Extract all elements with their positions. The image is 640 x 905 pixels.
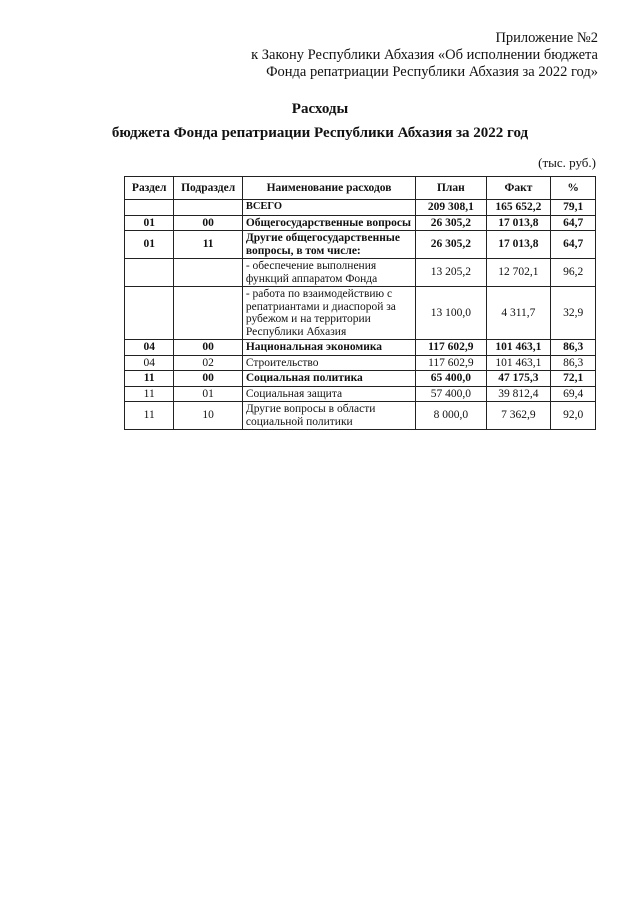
cell-fact: 101 463,1 [486, 340, 551, 356]
cell-podrazdel [174, 287, 242, 340]
cell-fact: 7 362,9 [486, 402, 551, 430]
table-row [125, 215, 596, 231]
cell-podrazdel [174, 259, 242, 287]
cell-name: ВСЕГО [242, 200, 415, 216]
cell-name: - обеспечение выполнения функций аппаратом Фонда [242, 259, 415, 287]
table-body [125, 200, 596, 430]
cell-name: Социальная политика [242, 371, 415, 387]
cell-podrazdel: 00 [174, 371, 242, 387]
cell-podrazdel: 02 [174, 355, 242, 371]
cell-razdel [125, 200, 174, 216]
cell-podrazdel: 10 [174, 402, 242, 430]
cell-name: Другие вопросы в области социальной политики [242, 402, 415, 430]
table-row [125, 371, 596, 387]
cell-razdel: 11 [125, 371, 174, 387]
cell-fact: 39 812,4 [486, 386, 551, 402]
cell-podrazdel: 00 [174, 215, 242, 231]
column-header-razdel: Раздел [125, 177, 174, 200]
cell-podrazdel [174, 200, 242, 216]
column-header-fact: Факт [486, 177, 551, 200]
column-header-plan: План [416, 177, 486, 200]
table-row [125, 287, 596, 340]
table-row [125, 355, 596, 371]
cell-razdel: 11 [125, 386, 174, 402]
cell-percent: 64,7 [551, 215, 596, 231]
annex-line: Приложение №2 [495, 30, 598, 46]
cell-percent: 86,3 [551, 340, 596, 356]
cell-percent: 72,1 [551, 371, 596, 387]
cell-razdel [125, 259, 174, 287]
cell-fact: 17 013,8 [486, 215, 551, 231]
cell-percent: 92,0 [551, 402, 596, 430]
cell-razdel: 04 [125, 355, 174, 371]
cell-percent: 69,4 [551, 386, 596, 402]
cell-razdel: 04 [125, 340, 174, 356]
expenditure-table [124, 176, 596, 430]
cell-fact: 47 175,3 [486, 371, 551, 387]
annex-header [251, 30, 598, 81]
column-header-percent: % [551, 177, 596, 200]
cell-name: Строительство [242, 355, 415, 371]
cell-razdel: 11 [125, 402, 174, 430]
cell-razdel: 01 [125, 215, 174, 231]
unit-label: (тыс. руб.) [538, 155, 596, 170]
table-row [125, 402, 596, 430]
cell-percent: 32,9 [551, 287, 596, 340]
cell-fact: 17 013,8 [486, 231, 551, 259]
cell-name: Другие общегосударственные вопросы, в том числе: [242, 231, 415, 259]
document-subtitle: бюджета Фонда репатриации Республики Абхазия за 2022 год [111, 125, 529, 141]
cell-percent: 79,1 [551, 200, 596, 216]
cell-name: - работа по взаимодействию с репатриантами и диаспорой за рубежом и на территории Республики Абхазия [242, 287, 415, 340]
annex-line: Фонда репатриации Республики Абхазия за 2022 год» [266, 64, 598, 80]
cell-plan: 26 305,2 [416, 231, 486, 259]
cell-fact: 12 702,1 [486, 259, 551, 287]
cell-plan: 57 400,0 [416, 386, 486, 402]
cell-percent: 64,7 [551, 231, 596, 259]
cell-plan: 13 100,0 [416, 287, 486, 340]
cell-plan: 8 000,0 [416, 402, 486, 430]
table-row [125, 200, 596, 216]
cell-percent: 96,2 [551, 259, 596, 287]
cell-plan: 13 205,2 [416, 259, 486, 287]
cell-razdel: 01 [125, 231, 174, 259]
cell-plan: 117 602,9 [416, 355, 486, 371]
cell-fact: 165 652,2 [486, 200, 551, 216]
table-row [125, 386, 596, 402]
column-header-name: Наименование расходов [242, 177, 415, 200]
cell-name: Национальная экономика [242, 340, 415, 356]
cell-podrazdel: 01 [174, 386, 242, 402]
cell-plan: 26 305,2 [416, 215, 486, 231]
cell-name: Социальная защита [242, 386, 415, 402]
document-title: Расходы [291, 101, 349, 117]
cell-percent: 86,3 [551, 355, 596, 371]
cell-fact: 101 463,1 [486, 355, 551, 371]
cell-plan: 209 308,1 [416, 200, 486, 216]
annex-line: к Закону Республики Абхазия «Об исполнении бюджета [251, 47, 598, 63]
cell-plan: 117 602,9 [416, 340, 486, 356]
table-row [125, 231, 596, 259]
cell-fact: 4 311,7 [486, 287, 551, 340]
cell-name: Общегосударственные вопросы [242, 215, 415, 231]
table-row [125, 259, 596, 287]
cell-podrazdel: 11 [174, 231, 242, 259]
cell-razdel [125, 287, 174, 340]
cell-podrazdel: 00 [174, 340, 242, 356]
column-header-podrazdel: Подраздел [174, 177, 242, 200]
cell-plan: 65 400,0 [416, 371, 486, 387]
table-row [125, 340, 596, 356]
table-header-row [125, 177, 596, 200]
